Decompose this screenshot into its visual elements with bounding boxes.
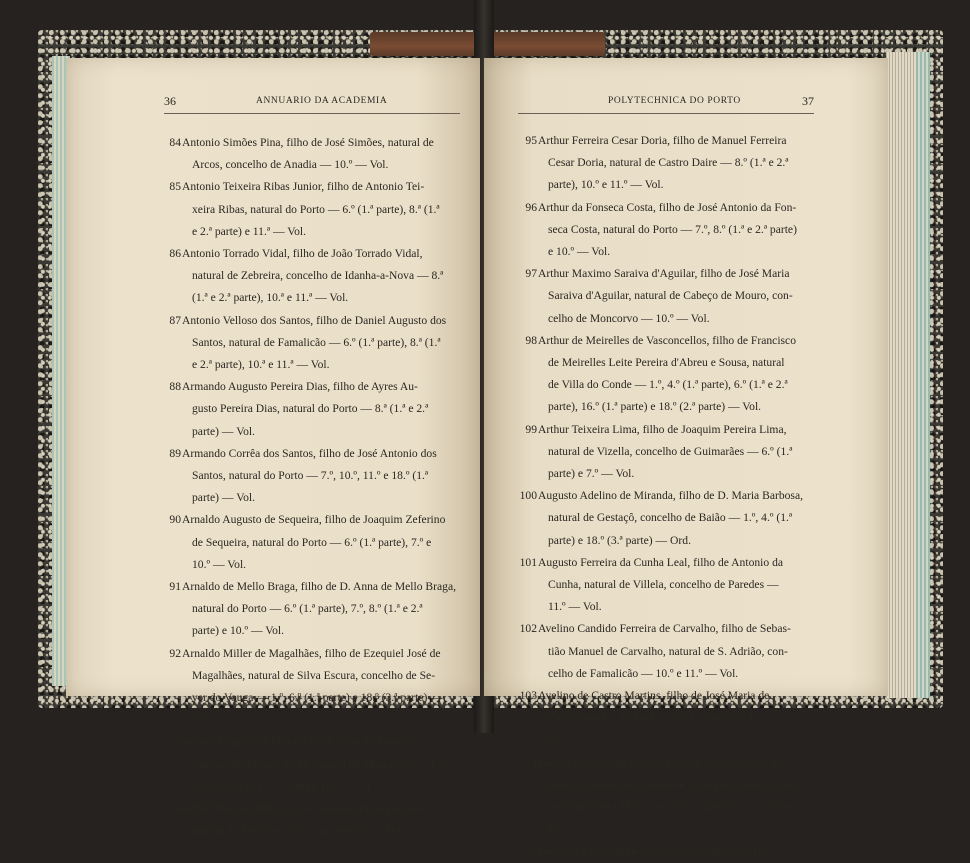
entry-line: Saraiva d'Aguilar, natural de Cabeço de Mouro, con- xyxy=(548,289,793,303)
entry-line: Vol. xyxy=(548,733,567,747)
entry-line: de Meirelles Leite Pereira d'Abreu e Sousa, natural xyxy=(548,356,785,370)
entry-number: 86 xyxy=(169,247,181,261)
entry-line: Arthur Teixeira Lima, filho de Joaquim Pereira Lima, xyxy=(538,422,787,436)
entry-line: de Sequeira, natural do Porto — 6.º (1.ª parte), 7.º e xyxy=(192,535,432,549)
entry-number: 90 xyxy=(169,513,181,527)
entry-line: celho de Moncorvo — 10.º — Vol. xyxy=(548,311,710,325)
entry-line: parte) — Vol. xyxy=(192,491,256,505)
entry-number: 88 xyxy=(169,380,181,394)
entry-line: Antonio Velloso dos Santos, filho de Daniel Augusto dos xyxy=(182,313,447,327)
entry-line: Arthur da Fonseca Costa, filho de José Antonio da Fon- xyxy=(538,200,797,214)
entry-line: Cesar Doria, natural de Castro Daire — 8.º (1.ª e 2.ª xyxy=(548,156,789,170)
left-entries-list xyxy=(164,132,474,843)
entry-line: Arcos, concelho de Anadia — 10.º — Vol. xyxy=(192,158,389,172)
left-page xyxy=(66,58,480,838)
entry-number: 99 xyxy=(525,422,537,436)
entry-number: 84 xyxy=(169,136,181,149)
entry xyxy=(520,685,820,752)
entry-number: 92 xyxy=(169,646,181,660)
entry-line: Avelino Candido Ferreira de Carvalho, filho de Sebas- xyxy=(538,622,791,636)
entry-number: 104 xyxy=(519,755,537,769)
entry-line: seca Costa, natural do Porto — 7.º, 8.º (1.ª e 2.ª parte) xyxy=(548,222,797,236)
right-page-edges xyxy=(886,52,930,698)
entry-line: Antonio Simões Pina, filho de José Simões, natural de xyxy=(182,136,434,149)
right-running-head: POLYTECHNICA DO PORTO xyxy=(608,96,741,106)
entry-line: natural de Gestaçô, concelho de Baião — 1.º, 4.º (1.ª xyxy=(548,511,793,525)
entry-line: Armando Augusto Pereira Dias, filho de Ayres Au- xyxy=(182,380,418,394)
entry xyxy=(520,485,820,552)
entry-line: Arthur de Meirelles de Vasconcellos, filho de Francisco xyxy=(538,333,796,347)
entry-line: natural de Zebreira, concelho de Idanha-a-Nova — 8.ª xyxy=(192,269,444,283)
entry xyxy=(164,176,474,243)
entry-line: Arthur Maximo Saraiva d'Aguilar, filho de José Maria xyxy=(538,267,790,281)
entry-line: Santos, natural de Famalicão — 6.º (1.ª parte), 8.ª (1.ª xyxy=(192,335,441,349)
entry xyxy=(164,443,474,510)
entry-line: Avelino de Castro Martins, filho de José Maria de xyxy=(538,689,770,703)
entry-line: Castro, natural do Porto — 6.º (1.ª parte) e 10.º — xyxy=(548,711,781,725)
entry-line: Antonio Teixeira Ribas Junior, filho de Antonio Tei- xyxy=(182,180,425,194)
right-page xyxy=(484,58,888,858)
entry-line: Lemos Guimarães, natural de S. Miguel d'Aves, con- xyxy=(548,777,794,791)
entry-number: 101 xyxy=(519,555,537,569)
entry-line: Arnaldo de Mello Braga, filho de D. Anna de Mello Braga, xyxy=(182,580,456,594)
entry xyxy=(164,243,474,310)
entry-line: (1.ª e 2.ª parte), 10.ª e 11.ª — Vol. xyxy=(192,291,349,305)
entry-line: natural do Porto — 6.º (1.ª parte), 7.º, 8.º (1.ª e 2.ª xyxy=(192,602,423,616)
entry xyxy=(164,310,474,377)
entry-line: Basilio Candido de Lemos, filho de Joaquim José de xyxy=(538,755,782,769)
entry-line: parte) e 7.º — Vol. xyxy=(548,467,635,481)
entry-line: de Villa do Conde — 1.º, 4.º (1.ª parte), 6.º (1.ª e 2.ª xyxy=(548,378,788,392)
entry-line: Antonio de Moraes Leite, natural de Murça — 6.º (1.ª xyxy=(192,757,442,771)
entry-line: ver do Vouga — 1.º, 6.º (1.ª parte) e 18.º (3.ª parte) — xyxy=(192,691,442,705)
right-header-rule xyxy=(518,113,814,114)
entry-line: celho de Famalicão — 10.º e 11.º — Vol. xyxy=(548,666,739,680)
entry xyxy=(520,330,820,419)
entry-line: e 2.ª parte) e 11.ª — Vol. xyxy=(192,224,307,238)
entry-line: 10.º — Vol. xyxy=(192,557,247,571)
right-entries-list xyxy=(520,130,820,863)
right-page-number: 37 xyxy=(802,94,814,108)
entry-line: Arthur Augusto de Moraes Leite, filho de Francisco xyxy=(182,735,423,749)
entry-line: natural do Porto — 6.º (1.ª parte) e 7.º — Vol. xyxy=(192,824,405,838)
entry-line: parte), 10.º e 11.º — Vol. xyxy=(548,178,664,192)
entry-line: Ord. xyxy=(192,713,213,727)
entry-line: parte), 8.º (1.ª e 2.ª parte) e 11.º — Vol. xyxy=(192,779,374,793)
entry-line: e 2.ª parte), 10.ª e 11.ª — Vol. xyxy=(192,358,330,372)
entry-line: Armando Corrêa dos Santos, filho de José Antonio dos xyxy=(182,446,437,460)
entry-number: 85 xyxy=(169,180,181,194)
entry-number: 91 xyxy=(169,580,181,594)
entry-line: parte) e 18.º (3.ª parte) — Ord. xyxy=(548,533,691,547)
entry-line: parte) e 10.º — Vol. xyxy=(192,624,285,638)
entry-line: natural de Vizella, concelho de Guimarães — 6.º (1.ª xyxy=(548,444,793,458)
entry-line: Arnaldo Miller de Magalhães, filho de Ezequiel José de xyxy=(182,646,441,660)
left-header-rule xyxy=(164,113,460,114)
entry-line: xeira Ribas, natural do Porto — 6.º (1.ª parte), 8.ª (1.ª xyxy=(192,202,440,216)
entry-number: 102 xyxy=(519,622,537,636)
entry-line: 11.º — Vol. xyxy=(548,600,602,614)
entry xyxy=(164,643,474,732)
entry-line: parte) — Vol. xyxy=(192,424,256,438)
entry-line: Augusto Ferreira da Cunha Leal, filho de Antonio da xyxy=(538,555,784,569)
entry xyxy=(520,419,820,486)
entry-line: Vol. xyxy=(548,822,567,836)
entry-number: 100 xyxy=(519,489,537,503)
entry-number: 97 xyxy=(525,267,537,281)
entry xyxy=(164,731,474,798)
entry xyxy=(520,552,820,619)
entry xyxy=(520,752,820,841)
entry-line: parte), 16.º (1.ª parte) e 18.º (2.ª parte) — Vol. xyxy=(548,400,762,414)
entry xyxy=(520,263,820,330)
entry xyxy=(520,618,820,685)
left-running-head: ANNUARIO DA ACADEMIA xyxy=(256,96,388,106)
entry-line: tião Manuel de Carvalho, natural de S. Adrião, con- xyxy=(548,644,788,658)
entry-number: 89 xyxy=(169,446,181,460)
entry-line: celho de Santo Thyrso — 6.º (1.ª parte), 7.º e 10.º — xyxy=(548,800,792,814)
entry xyxy=(164,576,474,643)
entry-line: gusto Pereira Dias, natural do Porto — 8.ª (1.ª e 2.ª xyxy=(192,402,429,416)
entry-number: 93 xyxy=(169,735,181,749)
entry-line: Santos, natural do Porto — 7.º, 10.º, 11.º e 18.º (1.ª xyxy=(192,469,429,483)
entry xyxy=(164,376,474,443)
entry-number: 98 xyxy=(525,333,537,347)
entry-line: Arnaldo Augusto de Sequeira, filho de Joaquim Zeferino xyxy=(182,513,446,527)
entry xyxy=(520,197,820,264)
entry-number: 95 xyxy=(525,134,537,147)
entry-line: Bento de Freitas Ribeiro, filho de Joaquim de Frei- xyxy=(538,844,775,858)
entry-number: 87 xyxy=(169,313,181,327)
entry-line: Antonio Torrado Vidal, filho de João Torrado Vidal, xyxy=(182,247,423,261)
entry-number: 96 xyxy=(525,200,537,214)
entry xyxy=(164,798,474,842)
entry xyxy=(164,132,474,176)
entry-line: Magalhães, natural de Silva Escura, concelho de Se- xyxy=(192,668,436,682)
entry-line: Arthur Barrote, filho de João Antonio Pinto Barrote, xyxy=(182,802,425,816)
entry-number: 94 xyxy=(169,802,181,816)
entry-line: Arthur Ferreira Cesar Doria, filho de Manuel Ferreira xyxy=(538,134,787,147)
entry xyxy=(520,841,820,863)
left-page-number: 36 xyxy=(164,94,176,108)
entry xyxy=(164,509,474,576)
entry-number: 103 xyxy=(519,689,537,703)
entry-line: Augusto Adelino de Miranda, filho de D. Maria Barbosa, xyxy=(538,489,803,503)
entry xyxy=(520,130,820,197)
entry-line: Cunha, natural de Villela, concelho de Paredes — xyxy=(548,578,779,592)
entry-number: 105 xyxy=(519,844,537,858)
entry-line: e 10.º — Vol. xyxy=(548,245,611,259)
